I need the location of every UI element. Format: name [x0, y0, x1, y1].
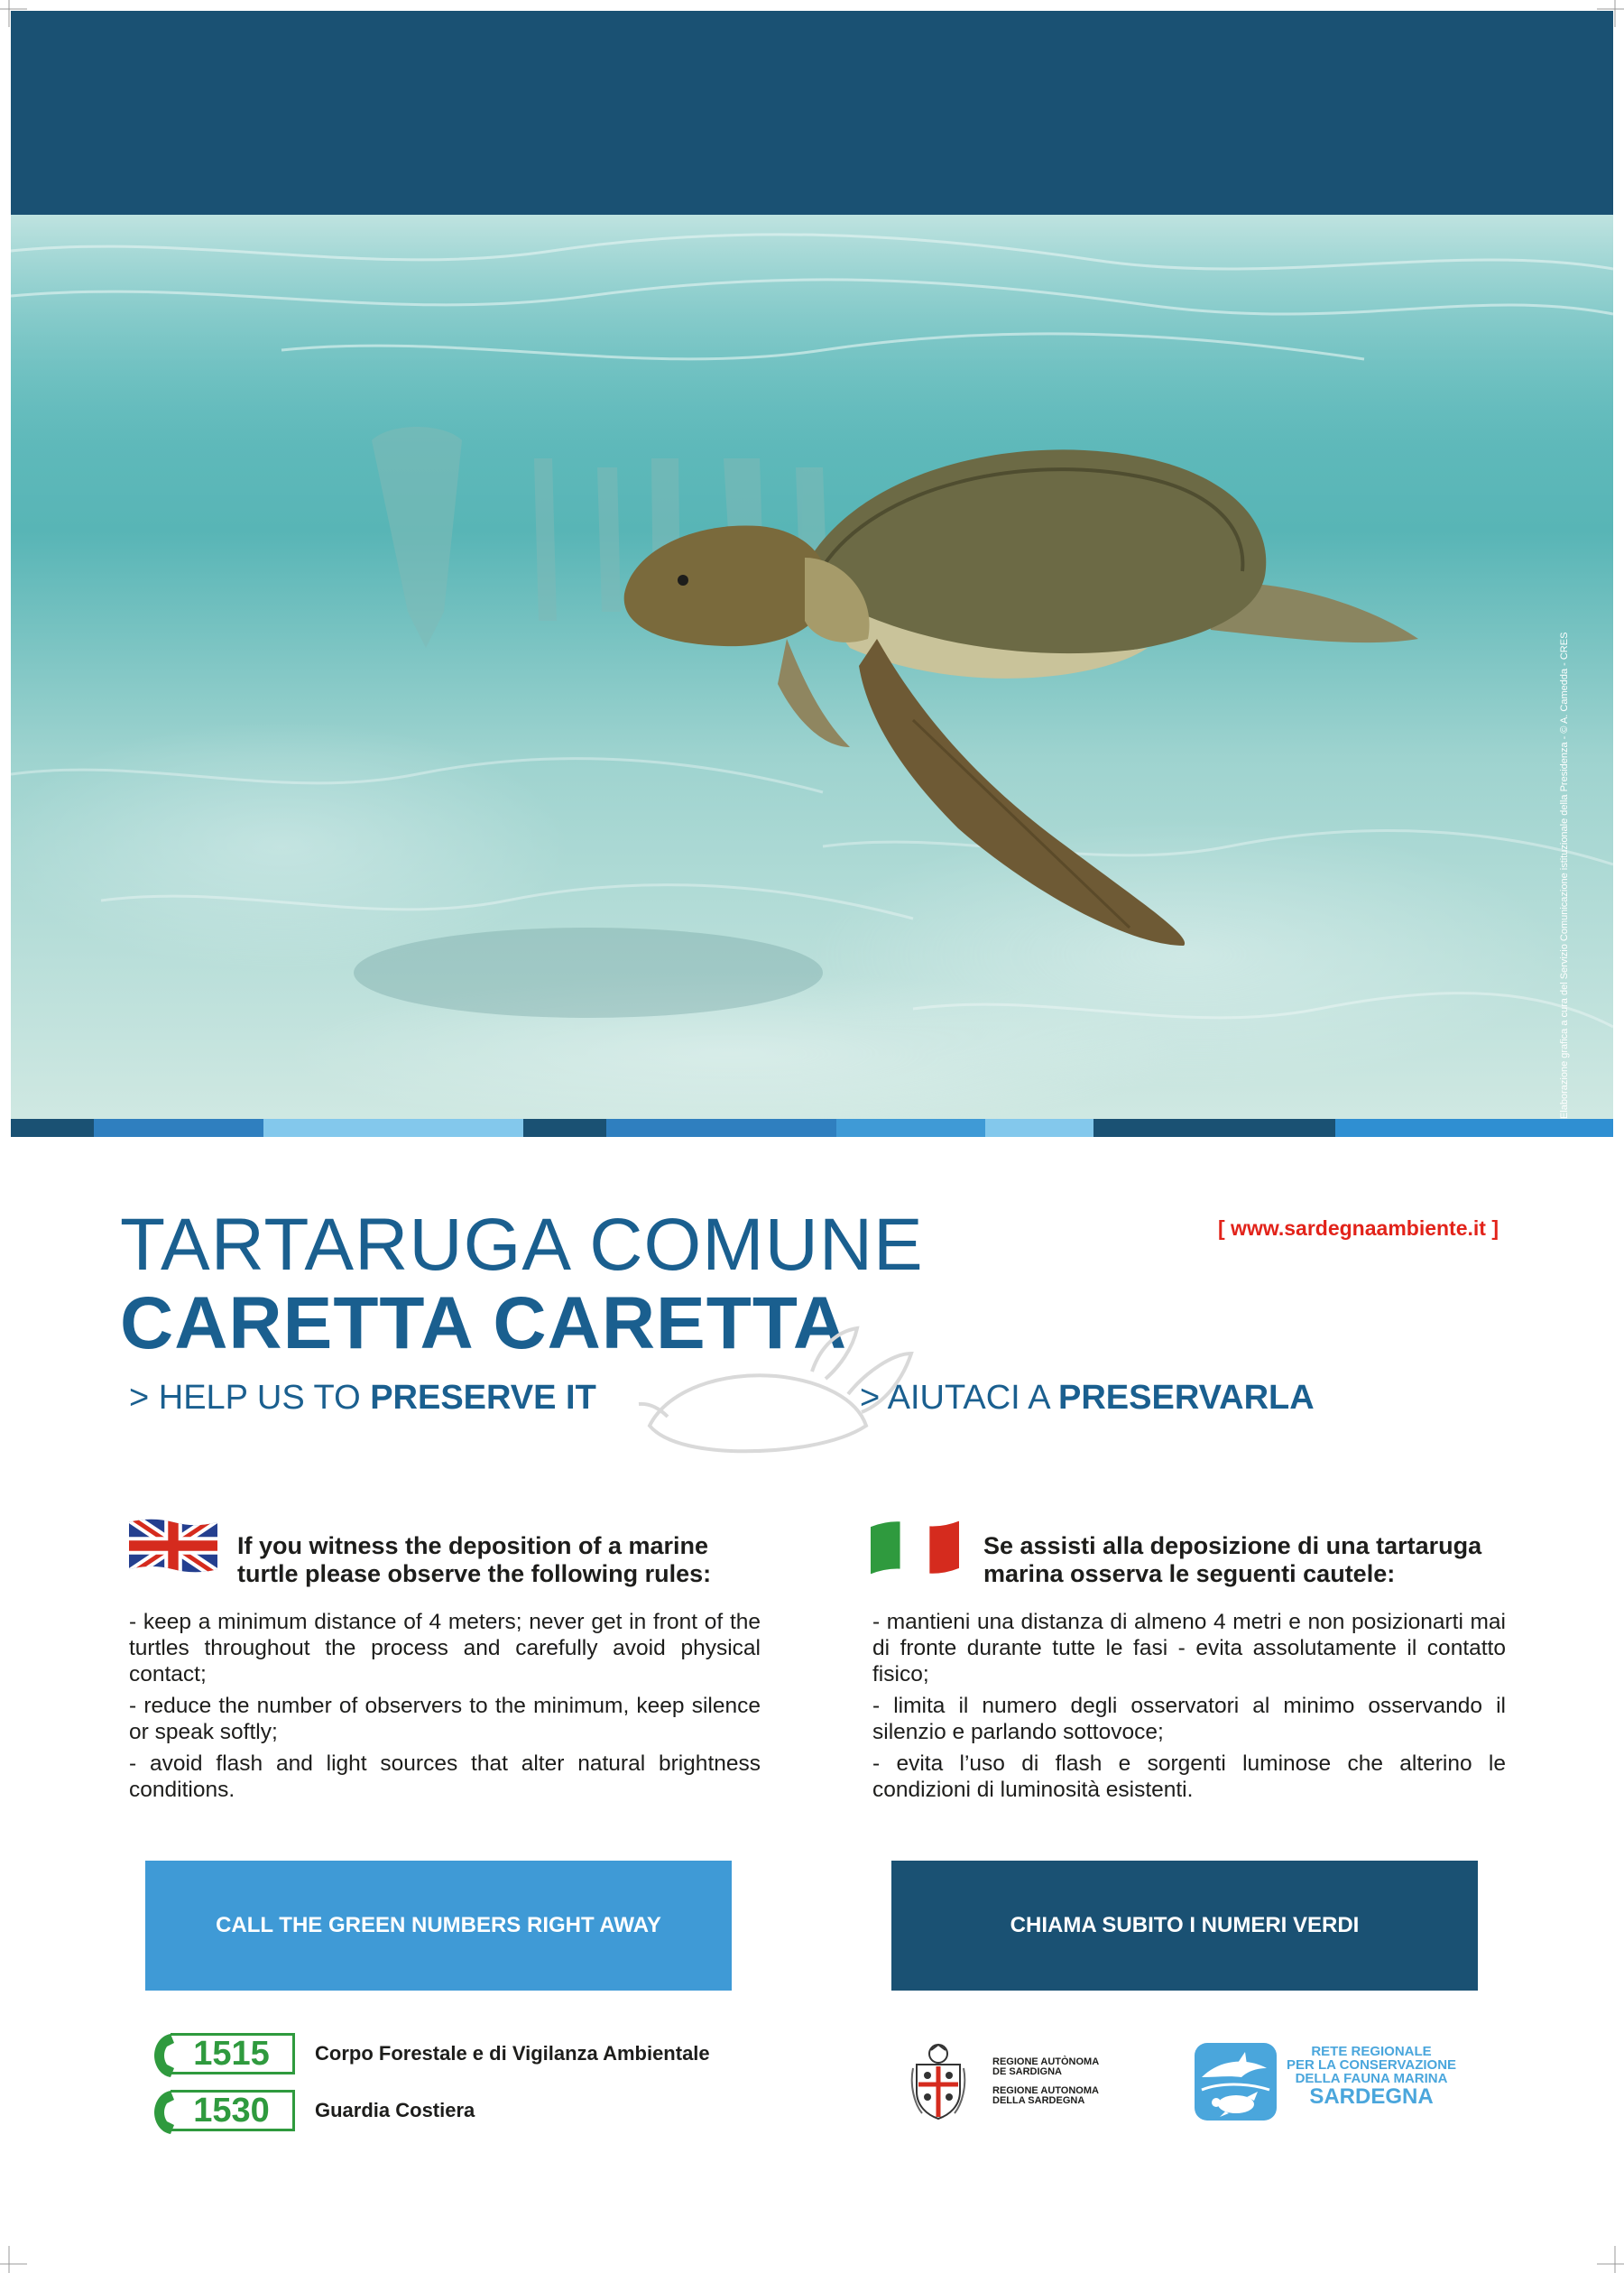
region-logo-text: [992, 2057, 1119, 2106]
turtle-photo: [11, 215, 1613, 1119]
rete-line: DELLA FAUNA MARINA: [1295, 2071, 1448, 2086]
region-name-line: DELLA SARDEGNA: [992, 2095, 1085, 2106]
rule-item: - avoid flash and light sources that alter natural brightness conditions.: [129, 1751, 761, 1802]
crop-mark-bottom-left: [0, 2246, 27, 2273]
rete-regionale-logo-text: [1281, 2045, 1462, 2109]
rules-italian: [872, 1609, 1506, 1808]
rule-item: - limita il numero degli osservatori al minimo osservando il silenzio e parlando sottovoce;: [872, 1694, 1506, 1744]
call-green-numbers-banner-english: CALL THE GREEN NUMBERS RIGHT AWAY: [145, 1861, 732, 1991]
rete-line-sardegna: SARDEGNA: [1309, 2084, 1434, 2109]
region-name-line: DE SARDIGNA: [992, 2066, 1063, 2077]
phone-icon: [151, 2087, 176, 2138]
phone-number-label: Corpo Forestale e di Vigilanza Ambientale: [315, 2042, 710, 2065]
phone-number-label: Guardia Costiera: [315, 2099, 475, 2121]
phone-number-box[interactable]: [171, 2033, 295, 2074]
phone-number-box[interactable]: [171, 2090, 295, 2131]
sardinia-crest-icon: [909, 2041, 967, 2122]
italy-flag-icon: [871, 1514, 959, 1581]
rule-item: - evita l’uso di flash e sorgenti luminose che alterino le condizioni di luminosità esistenti.: [872, 1751, 1506, 1802]
region-name-line: REGIONE AUTONOMA: [992, 2085, 1099, 2096]
rule-item: - reduce the number of observers to the minimum, keep silence or speak softly;: [129, 1694, 761, 1744]
dolphin-turtle-logo-icon: [1193, 2041, 1278, 2122]
call-green-numbers-banner-italian: CHIAMA SUBITO I NUMERI VERDI: [891, 1861, 1478, 1991]
intro-italian: Se assisti alla deposizione di una tartaruga marina osserva le seguenti cautele:: [983, 1532, 1482, 1587]
title-scientific-name: CARETTA CARETTA: [120, 1282, 848, 1364]
phone-number-row[interactable]: [152, 2030, 710, 2077]
rule-item: - mantieni una distanza di almeno 4 metri e non posizionarti mai di fronte durante tutte le fasi - evita assolutamente il contatto fisico;: [872, 1610, 1506, 1686]
photo-credit: Elaborazione grafica a cura del Servizio Comunicazione istituzionale della Presidenza - © A. Camedda - CRES: [1559, 632, 1570, 1119]
intro-english: If you witness the deposition of a marine turtle please observe the following rules:: [237, 1532, 712, 1587]
tagline-italian: > AIUTACI A PRESERVARLA: [860, 1379, 1315, 1417]
phone-number: 1515: [193, 2034, 270, 2073]
region-name-line: REGIONE AUTÒNOMA: [992, 2056, 1100, 2067]
tagline-english: > HELP US TO PRESERVE IT: [129, 1379, 596, 1417]
color-stripe: [11, 1119, 1613, 1137]
crop-mark-bottom-right: [1597, 2246, 1624, 2273]
website-link[interactable]: [ www.sardegnaambiente.it ]: [1218, 1216, 1499, 1240]
rule-item: - keep a minimum distance of 4 meters; never get in front of the turtles throughout the process and carefully avoid physical contact;: [129, 1610, 761, 1686]
phone-number-row[interactable]: [152, 2087, 475, 2134]
rules-english: [129, 1609, 761, 1808]
phone-number: 1530: [193, 2091, 270, 2130]
phone-icon: [151, 2030, 176, 2081]
rete-line: PER LA CONSERVAZIONE: [1286, 2057, 1457, 2073]
title-common-name: TARTARUGA COMUNE: [120, 1204, 924, 1286]
top-banner: [11, 11, 1613, 215]
uk-flag-icon: [129, 1512, 217, 1579]
rete-line: RETE REGIONALE: [1311, 2044, 1432, 2059]
